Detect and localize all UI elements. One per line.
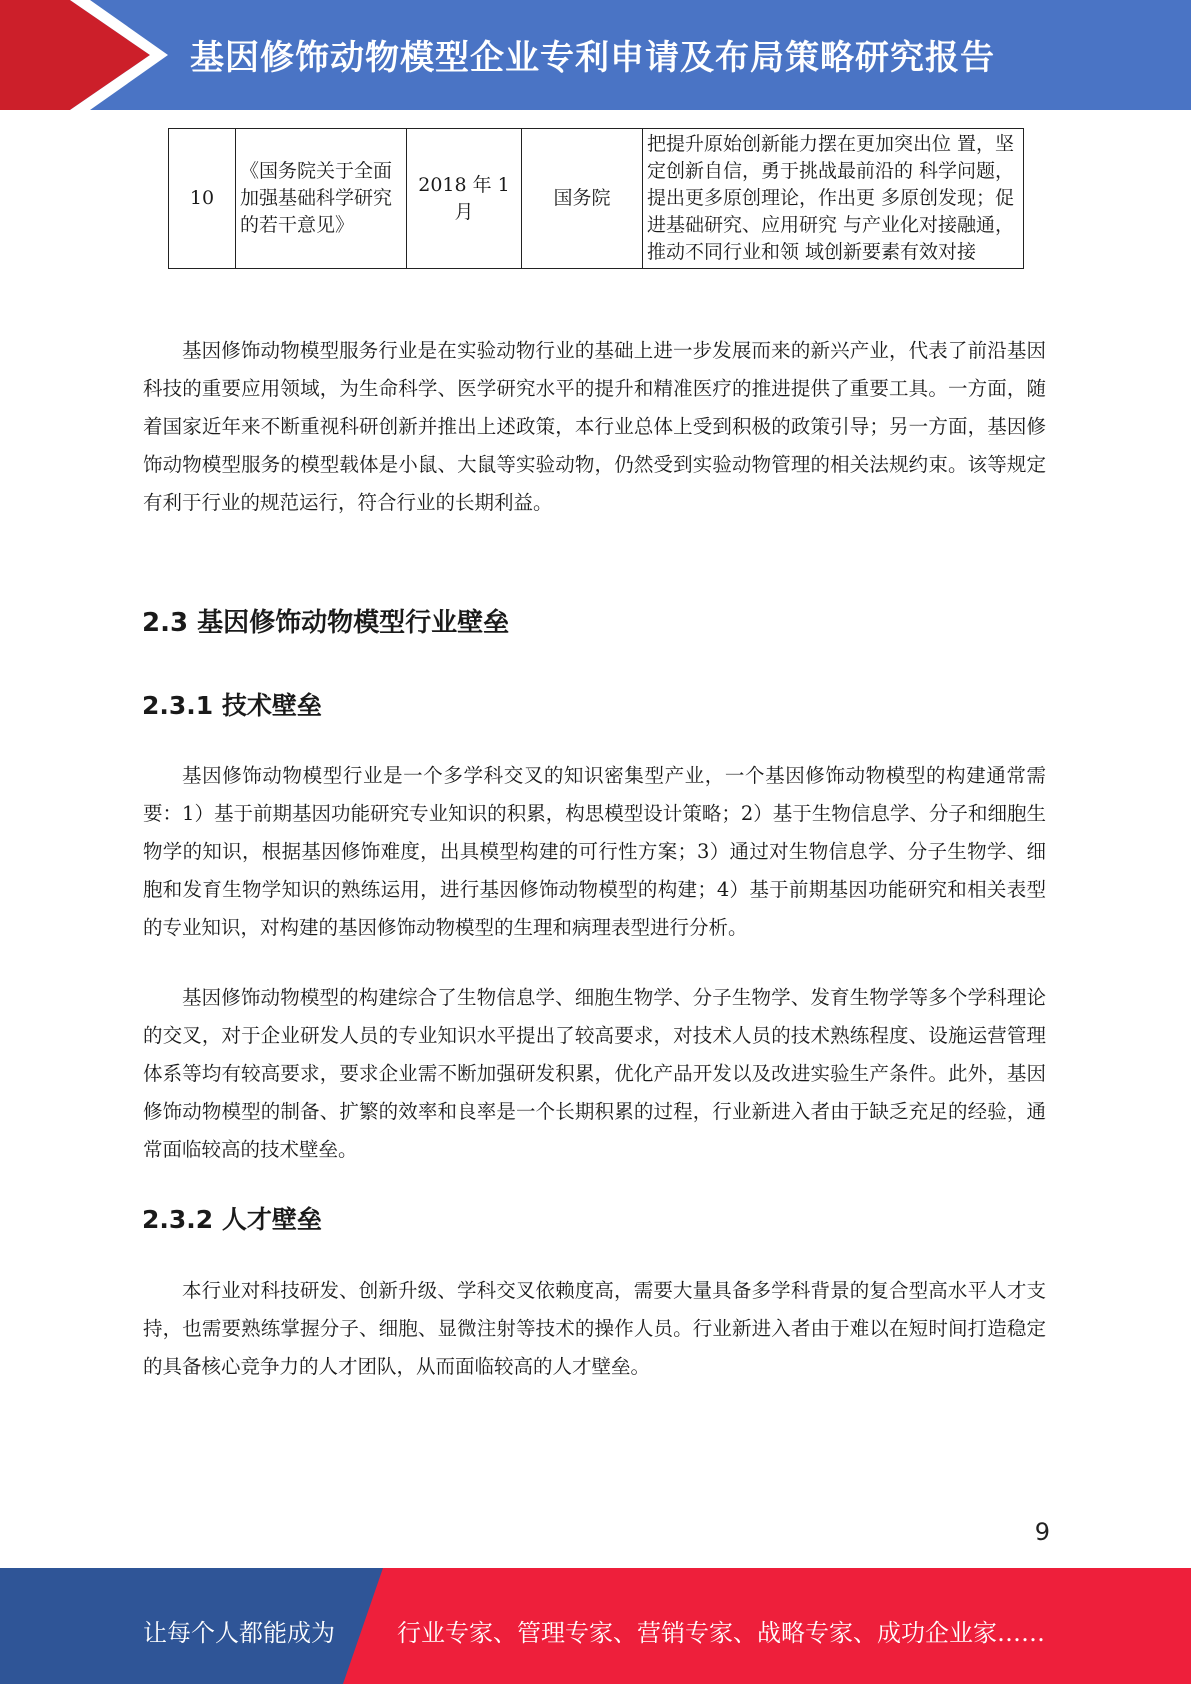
paragraph-technical-barrier-1: 基因修饰动物模型行业是一个多学科交叉的知识密集型产业，一个基因修饰动物模型的构建通常需要：1）基于前期基因功能研究专业知识的积累，构思模型设计策略；2）基于生物信息学、分子和细胞生物学的知识，根据基因修饰难度，出具模型构建的可行性方案；3）通过对生物信息学、分子生物学、细胞和发育生物学知识的熟练运用，进行基因修饰动物模型的构建；4）基于前期基因功能研究和相关表型的专业知识，对构建的基因修饰动物模型的生理和病理表型进行分析。 [143,764,1046,939]
table-row [169,129,1024,269]
policy-table [168,128,1024,269]
paragraph-talent-barrier: 本行业对科技研发、创新升级、学科交叉依赖度高，需要大量具备多学科背景的复合型高水平人才支持，也需要熟练掌握分子、细胞、显微注射等技术的操作人员。行业新进入者由于难以在短时间打造稳定的具备核心竞争力的人才团队，从而面临较高的人才壁垒。 [143,1279,1046,1378]
cell-number: 10 [169,129,236,269]
paragraph-technical-barrier-2: 基因修饰动物模型的构建综合了生物信息学、细胞生物学、分子生物学、发育生物学等多个学科理论的交叉，对于企业研发人员的专业知识水平提出了较高要求，对技术人员的技术熟练程度、设施运营管理体系等均有较高要求，要求企业需不断加强研发积累，优化产品开发以及改进实验生产条件。此外，基因修饰动物模型的制备、扩繁的效率和良率是一个长期积累的过程，行业新进入者由于缺乏充足的经验，通常面临较高的技术壁垒。 [143,986,1046,1161]
footer-slogan-left: 让每个人都能成为 [143,1619,335,1647]
page-number: 9 [1034,1518,1050,1546]
heading-industry-barriers: 2.3 基因修饰动物模型行业壁垒 [142,608,510,638]
cell-policy-name: 《国务院关于全面加强基础科学研究的若干意见》 [236,129,407,269]
cell-date: 2018 年 1月 [407,129,522,269]
heading-talent-barrier: 2.3.2 人才壁垒 [142,1205,322,1234]
cell-content: 把提升原始创新能力摆在更加突出位 置，坚定创新自信，勇于挑战最前沿的 科学问题，提出更多原创理论，作出更 多原创发现；促进基础研究、应用研究 与产业化对接融通，推动不同行业和领 域创新要素有效对接 [643,129,1024,269]
cell-organization: 国务院 [522,129,643,269]
page-header [0,0,1191,110]
page-footer [0,1568,1191,1684]
heading-technical-barrier: 2.3.1 技术壁垒 [142,691,322,720]
report-title: 基因修饰动物模型企业专利申请及布局策略研究报告 [190,38,995,78]
paragraph-industry-overview: 基因修饰动物模型服务行业是在实验动物行业的基础上进一步发展而来的新兴产业，代表了前沿基因科技的重要应用领域，为生命科学、医学研究水平的提升和精准医疗的推进提供了重要工具。一方面，随着国家近年来不断重视科研创新并推出上述政策，本行业总体上受到积极的政策引导；另一方面，基因修饰动物模型服务的模型载体是小鼠、大鼠等实验动物，仍然受到实验动物管理的相关法规约束。该等规定有利于行业的规范运行，符合行业的长期利益。 [143,339,1046,514]
footer-slogan-right: 行业专家、管理专家、营销专家、战略专家、成功企业家…… [397,1619,1045,1647]
